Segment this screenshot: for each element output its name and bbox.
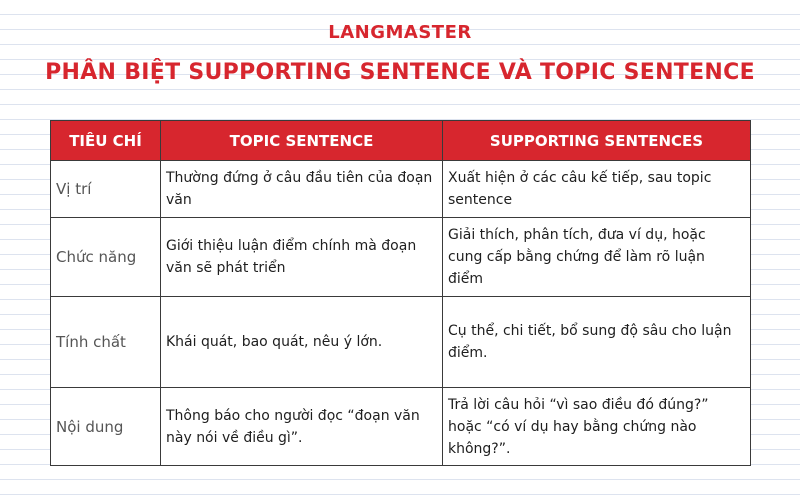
langmaster-logo: LANGMASTER — [328, 22, 472, 43]
table-header-row — [51, 121, 751, 161]
table-row — [51, 297, 751, 388]
table-row — [51, 161, 751, 218]
table-row — [51, 218, 751, 297]
table-row — [51, 388, 751, 466]
header-supporting-sentences: SUPPORTING SENTENCES — [443, 121, 751, 161]
topic-cell: Giới thiệu luận điểm chính mà đoạn văn sẽ phát triển — [161, 218, 443, 297]
criterion-cell: Vị trí — [51, 161, 161, 218]
header-criterion: TIÊU CHÍ — [51, 121, 161, 161]
criterion-cell: Nội dung — [51, 388, 161, 466]
criterion-cell: Chức năng — [51, 218, 161, 297]
header-topic-sentence: TOPIC SENTENCE — [161, 121, 443, 161]
page-title: PHÂN BIỆT SUPPORTING SENTENCE VÀ TOPIC SENTENCE — [45, 60, 755, 85]
topic-cell: Khái quát, bao quát, nêu ý lớn. — [161, 297, 443, 388]
supporting-cell: Cụ thể, chi tiết, bổ sung độ sâu cho luận điểm. — [443, 297, 751, 388]
supporting-cell: Xuất hiện ở các câu kế tiếp, sau topic sentence — [443, 161, 751, 218]
topic-cell: Thường đứng ở câu đầu tiên của đoạn văn — [161, 161, 443, 218]
comparison-table — [50, 120, 751, 466]
supporting-cell: Trả lời câu hỏi “vì sao điều đó đúng?” hoặc “có ví dụ hay bằng chứng nào không?”. — [443, 388, 751, 466]
supporting-cell: Giải thích, phân tích, đưa ví dụ, hoặc cung cấp bằng chứng để làm rõ luận điểm — [443, 218, 751, 297]
criterion-cell: Tính chất — [51, 297, 161, 388]
topic-cell: Thông báo cho người đọc “đoạn văn này nói về điều gì”. — [161, 388, 443, 466]
